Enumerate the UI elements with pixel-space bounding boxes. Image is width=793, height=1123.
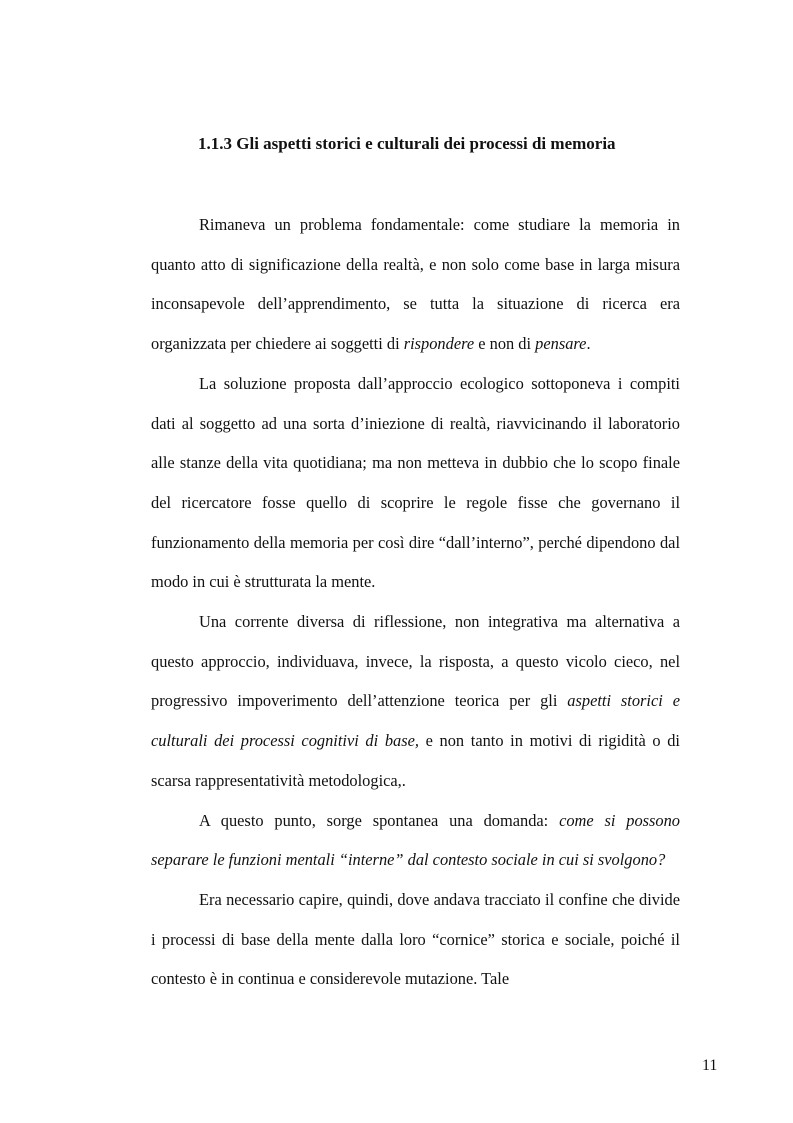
section-heading: 1.1.3 Gli aspetti storici e culturali dei processi di memoria	[198, 134, 616, 153]
paragraph: Rimaneva un problema fondamentale: come studiare la memoria in quanto atto di significazione della realtà, e non solo come base in larga misura inconsapevole dell’apprendimento, se tutta la situazione di ricerca era organizzata per chiedere ai soggetti di rispondere e non di pensare.	[151, 215, 680, 354]
paragraph: La soluzione proposta dall’approccio ecologico sottoponeva i compiti dati al soggetto ad una sorta d’iniezione di realtà, riavvicinando il laboratorio alle stanze della vita quotidiana; ma non metteva in dubbio che lo scopo finale del ricercatore fosse quello di scoprire le regole fisse che governano il funzionamento della memoria per così dire “dall’interno”, perché dipendono dal modo in cui è strutturata la mente.	[151, 373, 680, 592]
paragraph: A questo punto, sorge spontanea una domanda: come si possono separare le funzioni mentali “interne” dal contesto sociale in cui si svolgono?	[151, 810, 681, 870]
body-text	[151, 205, 680, 999]
page-number: 11	[702, 1057, 718, 1074]
paragraph: Era necessario capire, quindi, dove andava tracciato il confine che divide i processi di base della mente dalla loro “cornice” storica e sociale, poiché il contesto è in continua e considerevole mutazione. Tale	[151, 889, 680, 989]
paragraph: Una corrente diversa di riflessione, non integrativa ma alternativa a questo approccio, individuava, invece, la risposta, a questo vicolo cieco, nel progressivo impoverimento dell’attenzione teorica per gli aspetti storici e culturali dei processi cognitivi di base, e non tanto in motivi di rigidità o di scarsa rappresentatività metodologica,.	[151, 612, 680, 790]
